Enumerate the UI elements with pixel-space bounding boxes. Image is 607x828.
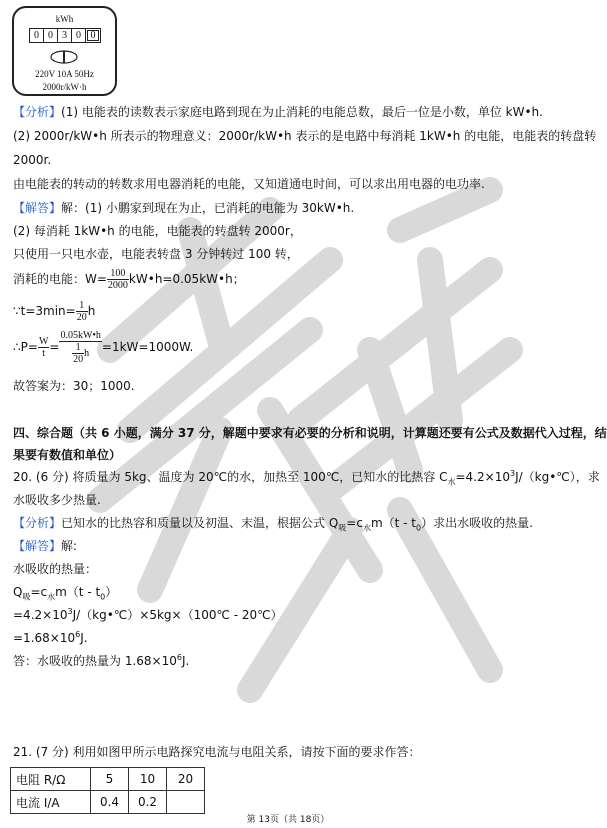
subscript: 0: [100, 592, 106, 602]
subscript: 吸: [22, 592, 31, 602]
meter-digit: 0: [44, 29, 58, 42]
table-cell: 0.4: [91, 791, 129, 814]
q21-stem: 21. (7 分) 利用如图甲所示电路探究电流与电阻关系，请按下面的要求作答：: [13, 745, 421, 759]
fraction-numerator: 100: [107, 268, 129, 280]
q20-line1: 水吸收的热量：: [13, 562, 98, 576]
q20-result: [13, 630, 566, 646]
calc-text: =4.2×10: [13, 608, 68, 622]
table-cell: 10: [129, 768, 167, 791]
fraction: [38, 336, 49, 359]
q20-stem-text: =4.2×10: [455, 470, 510, 484]
table-row-label: 电流 I/A: [11, 791, 91, 814]
fraction-unit: h: [84, 347, 90, 359]
q20-formula: [13, 584, 566, 600]
superscript: 6: [176, 653, 182, 662]
fraction-denominator: t: [42, 348, 46, 359]
q20-analysis-text: 已知水的比热容和质量以及初温、末温，根据公式 Q: [61, 516, 339, 530]
formula-suffix: =1kW=1000W.: [101, 340, 194, 354]
formula-eq: =c: [30, 585, 48, 599]
q20-answer-label: [13, 538, 566, 554]
analysis-tag: 【分析】: [13, 516, 62, 530]
table-cell: 5: [91, 768, 129, 791]
q19-answer-1-text: 解：(1) 小鹏家到现在为止，已消耗的电能为 30kW•h.: [61, 201, 355, 215]
result-text: J.: [80, 631, 88, 645]
q19-time-formula: [13, 300, 566, 323]
q20-stem-text: J/（kg•℃），求: [515, 470, 600, 484]
q20-stem-text: 20. (6 分) 将质量为 5kg、温度为 20℃的水，加热至 100℃，已知水的比热容 C: [13, 470, 448, 484]
analysis-tag: 【分析】: [13, 105, 62, 119]
fraction-denominator: 20: [76, 312, 87, 323]
superscript: 3: [67, 607, 73, 616]
formula-end: ）: [105, 585, 118, 599]
formula-prefix: ∴P=: [13, 340, 38, 354]
meter-dial-icon: [49, 48, 79, 66]
q19-analysis-2a: (2) 2000r/kW•h 所表示的物理意义：2000r/kW•h 表示的是电路中每消耗 1kW•h 的电能，电能表的转盘转: [13, 129, 597, 143]
q20-analysis: [13, 515, 566, 531]
q20-stem-a: [13, 469, 600, 487]
meter-spec: 220V 10A 50Hz: [35, 69, 94, 79]
table-row-label: 电阻 R/Ω: [11, 768, 91, 791]
q20-conclusion: [13, 653, 566, 669]
fraction-numerator: 1: [72, 342, 84, 354]
q19-answer-1: [13, 200, 566, 216]
fraction: [76, 300, 88, 323]
energy-meter-figure: [12, 6, 117, 96]
nested-fraction: [72, 342, 84, 365]
fraction-numerator: 1: [76, 300, 88, 312]
meter-digits: [29, 28, 101, 43]
q20-analysis-text: ）求出水吸收的热量.: [421, 516, 533, 530]
q20-calculation: [13, 607, 566, 623]
q20-stem-b: 水吸收多少热量.: [13, 493, 101, 507]
formula-suffix: h: [87, 304, 96, 318]
fraction-denominator: 2000: [107, 280, 128, 291]
conclusion-text: 答：水吸收的热量为 1.68×10: [13, 654, 177, 668]
subscript: 吸: [338, 523, 347, 533]
q19-energy-formula: [13, 268, 566, 291]
formula-prefix: ∵t=3min=: [13, 304, 76, 318]
q19-answer-2: (2) 每消耗 1kW•h 的电能，电能表的转盘转 2000r，: [13, 224, 302, 238]
section-heading-a: 四、综合题（共 6 小题，满分 37 分，解题中要求有必要的分析和说明，计算题还要有公式及数据代入过程，结: [13, 426, 607, 440]
meter-digit: 3: [58, 29, 72, 42]
table-row: [11, 768, 205, 791]
q20-analysis-text: =c: [346, 516, 363, 530]
subscript: 水: [362, 523, 371, 533]
meter-digit: 0: [30, 29, 44, 42]
meter-rate: 2000r/kW·h: [42, 82, 87, 92]
fraction: [59, 330, 101, 365]
page-footer: 第 13页（共 18页）: [246, 815, 330, 825]
table-cell: [167, 791, 205, 814]
formula-eq: =: [49, 340, 60, 354]
superscript: 6: [75, 630, 81, 639]
q21-data-table: [10, 767, 205, 814]
meter-unit: kWh: [55, 14, 74, 24]
meter-digit: 0: [72, 29, 86, 42]
q19-answer-3: 只使用一只电水壶，电能表转盘 3 分钟转过 100 转，: [13, 247, 299, 261]
subscript: 水: [47, 592, 56, 602]
fraction-numerator: W: [38, 336, 49, 347]
q19-analysis-2b: 2000r.: [13, 153, 52, 167]
fraction-denominator: 20: [73, 354, 84, 365]
q19-analysis-3: 由电能表的转动的转数求用电器消耗的电能，又知道通电时间，可以求出用电器的电功率.: [13, 177, 485, 191]
answer-tag: 【解答】: [13, 201, 62, 215]
formula-rest: m（t - t: [55, 585, 101, 599]
table-row: [11, 791, 205, 814]
fraction-denominator: [59, 342, 101, 365]
answer-tag: 【解答】: [13, 539, 62, 553]
subscript: 0: [416, 523, 422, 533]
q20-answer-text: 解:: [61, 539, 78, 553]
fraction-numerator: 0.05kW•h: [60, 330, 101, 341]
q19-final-answer: 故答案为：30；1000.: [13, 379, 135, 393]
result-text: =1.68×10: [13, 631, 76, 645]
subscript: 水: [447, 477, 456, 487]
q19-analysis-1-text: (1) 电能表的读数表示家庭电路到现在为止消耗的电能总数，最后一位是小数，单位 kW•h.: [61, 105, 543, 119]
superscript: 3: [509, 469, 516, 478]
q19-power-formula: [13, 330, 566, 365]
calc-text: J/（kg•℃）×5kg×（100℃ - 20℃）: [72, 608, 283, 622]
formula-q: Q: [13, 585, 23, 599]
meter-digit-decimal: 0: [87, 30, 99, 41]
table-cell: 20: [167, 768, 205, 791]
formula-prefix: 消耗的电能：W=: [13, 272, 107, 286]
fraction: [107, 268, 129, 291]
q20-analysis-text: m（t - t: [370, 516, 416, 530]
conclusion-text: J.: [181, 654, 190, 668]
section-heading-b: 果要有数值和单位）: [13, 448, 122, 462]
q19-analysis-1: [13, 104, 566, 120]
formula-suffix: kW•h=0.05kW•h；: [128, 272, 245, 286]
table-cell: 0.2: [129, 791, 167, 814]
